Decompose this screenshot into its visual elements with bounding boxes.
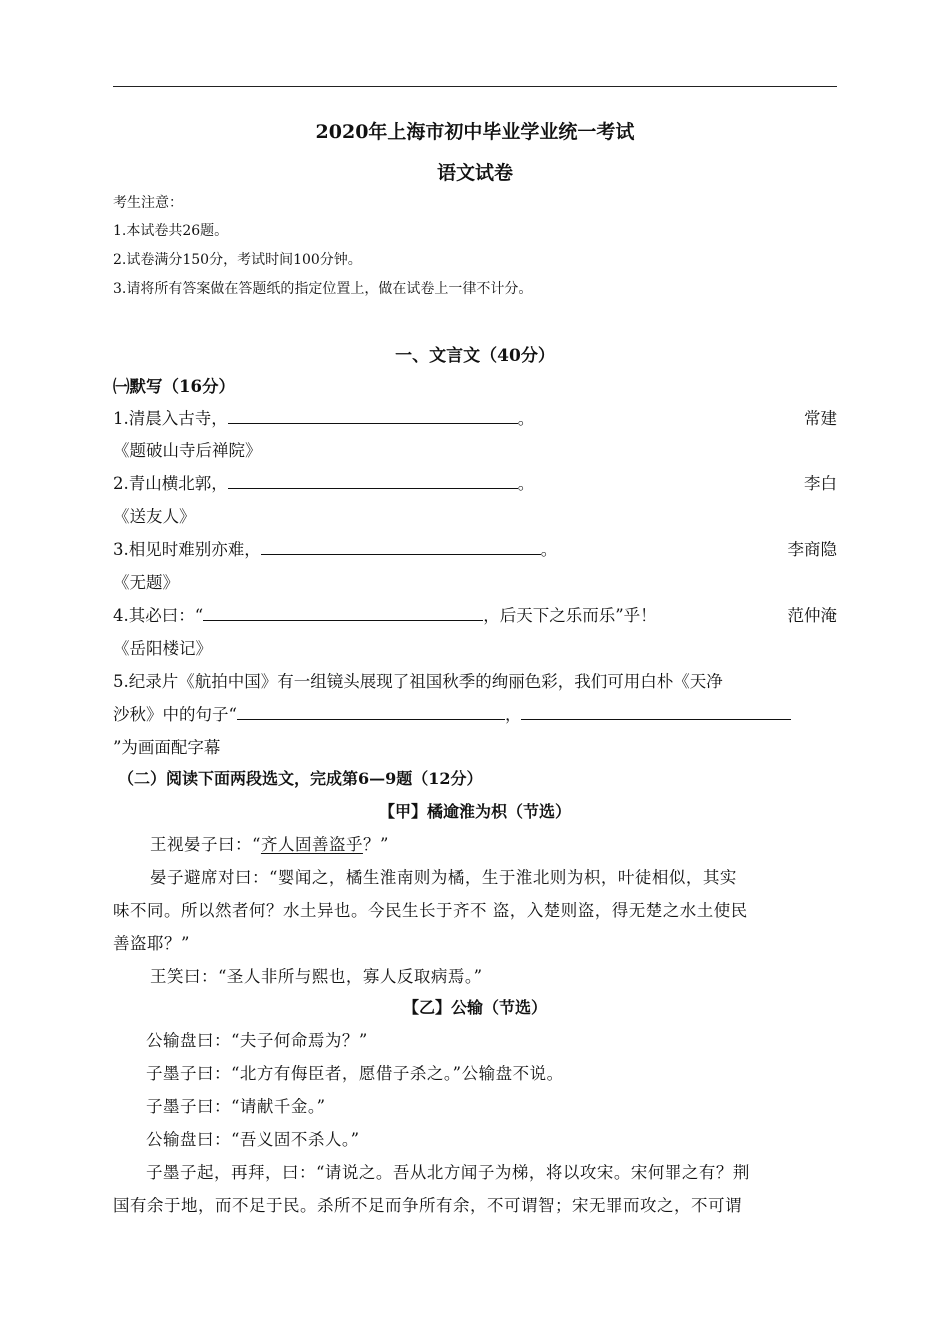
passage-line: 子墨子起，再拜，曰：“请说之。吾从北方闻子为梯，将以攻宋。宋何罪之有？荆 — [146, 1163, 750, 1182]
question-text: 沙秋》中的句子“ — [113, 705, 237, 724]
question-text: 4.其必曰：“ — [113, 606, 204, 625]
answer-blank — [228, 470, 518, 489]
question-text: 1.清晨入古寺， — [113, 409, 228, 428]
question-text: ， — [504, 705, 522, 724]
notes-heading: 考生注意： — [113, 195, 183, 211]
passage-line: 国有余于地，而不足于民。杀所不足而争所有余，不可谓智；宋无罪而攻之，不可谓 — [113, 1196, 742, 1215]
passage-text: ？” — [362, 835, 389, 854]
question-text: 。 — [517, 409, 535, 428]
exam-title: 2020年上海市初中毕业学业统一考试 — [315, 121, 635, 143]
part-heading: 一、文言文（40分） — [395, 346, 555, 366]
passage-line: 善盗耶？” — [113, 934, 190, 953]
underlined-sentence: 齐人固善盗乎 — [260, 835, 363, 854]
question-5-line2 — [113, 701, 837, 725]
header-rule — [113, 86, 837, 87]
source-title: 《岳阳楼记》 — [113, 639, 212, 658]
author: 范仲淹 — [787, 606, 837, 625]
author: 李白 — [804, 474, 837, 493]
question-text: 。 — [517, 474, 535, 493]
passage-line: 味不同。所以然者何？水土异也。今民生长于齐不 盗，入楚则盗，得无楚之水土使民 — [113, 901, 748, 920]
answer-blank — [237, 701, 505, 720]
question-text: 。 — [540, 540, 558, 559]
answer-blank — [261, 536, 541, 555]
question-3 — [113, 536, 837, 560]
question-5-line3: ”为画面配字幕 — [113, 738, 221, 757]
source-title: 《题破山寺后禅院》 — [113, 441, 262, 460]
author: 常建 — [804, 409, 837, 428]
answer-blank — [203, 602, 483, 621]
question-2 — [113, 470, 837, 494]
answer-blank — [228, 405, 518, 424]
passage-line: 公输盘曰：“夫子何命焉为？” — [146, 1031, 368, 1050]
section-heading: ㈠默写（16分） — [113, 377, 235, 396]
source-title: 《无题》 — [113, 573, 179, 592]
exam-subtitle: 语文试卷 — [436, 162, 513, 184]
question-text: 3.相见时难别亦难， — [113, 540, 261, 559]
question-5-line1: 5.纪录片《航拍中国》有一组镜头展现了祖国秋季的绚丽色彩，我们可用白朴《天净 — [113, 672, 723, 691]
question-1 — [113, 405, 837, 429]
passage-line: 子墨子曰：“北方有侮臣者，愿借子杀之。”公输盘不说。 — [146, 1064, 564, 1083]
passage-paragraph — [150, 831, 389, 855]
passage-text: 王视晏子曰：“ — [150, 835, 261, 854]
question-text: ，后天下之乐而乐”乎！ — [483, 606, 657, 625]
question-text: 2.青山横北郭， — [113, 474, 228, 493]
note-item: 2.试卷满分150分，考试时间100分钟。 — [113, 252, 362, 268]
passage-title: 【乙】公输（节选） — [402, 998, 547, 1017]
question-4 — [113, 602, 837, 626]
author: 李商隐 — [787, 540, 837, 559]
passage-line: 子墨子曰：“请献千金。” — [146, 1097, 326, 1116]
note-item: 3.请将所有答案做在答题纸的指定位置上，做在试卷上一律不计分。 — [113, 281, 533, 297]
answer-blank — [521, 701, 791, 720]
passage-line: 公输盘曰：“吾义固不杀人。” — [146, 1130, 360, 1149]
section-heading: （二）阅读下面两段选文，完成第6—9题（12分） — [118, 769, 483, 788]
passage-line: 晏子避席对曰：“婴闻之，橘生淮南则为橘，生于淮北则为枳，叶徒相似，其实 — [150, 868, 737, 887]
passage-title: 【甲】橘逾淮为枳（节选） — [378, 802, 571, 821]
source-title: 《送友人》 — [113, 507, 196, 526]
note-item: 1.本试卷共26题。 — [113, 223, 229, 239]
passage-line: 王笑曰：“圣人非所与熙也，寡人反取病焉。” — [150, 967, 483, 986]
